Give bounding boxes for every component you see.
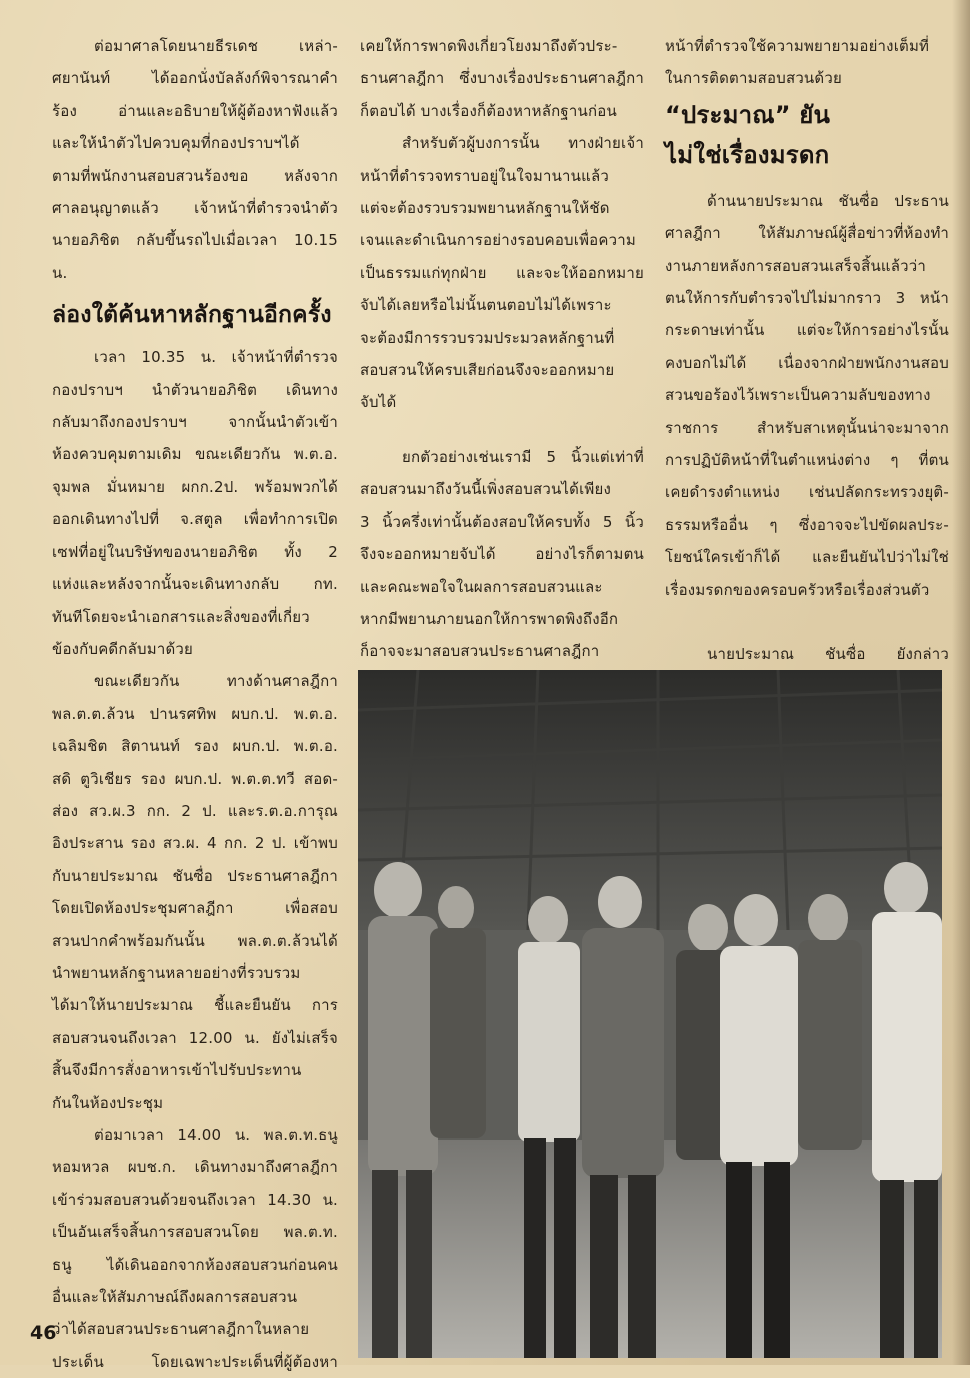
text-line: งานภายหลังการสอบสวนเสร็จสิ้นแล้วว่า xyxy=(665,256,927,275)
column-1 xyxy=(52,30,338,1378)
text-line: ก็ตอบได้ บางเรื่องก็ต้องหาหลักฐานก่อน xyxy=(360,101,617,120)
paragraph-continuation xyxy=(360,30,644,127)
text-line: ข้องกับคดีกลับมาด้วย xyxy=(52,639,194,658)
text-line: ราชการ สำหรับสาเหตุนั้นน่าจะมาจาก xyxy=(665,418,949,437)
text-line: แต่จะต้องรวบรวมพยานหลักฐานให้ชัด xyxy=(360,199,610,218)
text-line: ด้านนายประมาณ ชันซื่อ ประธาน xyxy=(707,191,949,210)
text-line: การปฏิบัติหน้าที่ในตำแหน่งต่าง ๆ ที่ตน xyxy=(665,451,949,470)
paragraph-gap xyxy=(360,419,644,441)
paragraph-gap xyxy=(665,175,949,185)
text-line: นายประมาณ ชันซื่อ ยังกล่าว xyxy=(707,645,949,664)
text-line: กับนายประมาณ ชันซื่อ ประธานศาลฎีกา xyxy=(52,866,338,885)
text-line: กลับมาถึงกองปราบฯ จากนั้นนำตัวเข้า xyxy=(52,413,338,432)
column-3 xyxy=(665,30,949,703)
section-heading: ล่องใต้ค้นหาหลักฐานอีกครั้ง xyxy=(52,302,332,329)
text-line: สิ้นจึงมีการสั่งอาหารเข้าไปรับประทาน xyxy=(52,1061,302,1080)
text-line: โยชน์ใครเข้าก็ได้ และยืนยันไปว่าไม่ใช่ xyxy=(665,548,949,567)
text-line: ธานศาลฎีกา ซึ่งบางเรื่องประธานศาลฎีกา xyxy=(360,69,644,88)
text-line: อิงประสาน รอง สว.ผ. 4 กก. 2 ป. เข้าพบ xyxy=(52,834,338,853)
text-line: สอบสวนจนถึงเวลา 12.00 น. ยังไม่เสร็จ xyxy=(52,1028,338,1047)
text-line: ร้อง อ่านและอธิบายให้ผู้ต้องหาฟังแล้ว xyxy=(52,101,338,120)
column-2 xyxy=(360,30,644,733)
text-line: เป็นธรรมแก่ทุกฝ่าย และจะให้ออกหมาย xyxy=(360,263,644,282)
text-line: กระดาษเท่านั้น แต่จะให้การอย่างไรนั้น xyxy=(665,321,949,340)
news-photo xyxy=(358,670,942,1358)
text-line: หน้าที่ตำรวจทราบอยู่ในใจมานานแล้ว xyxy=(360,166,609,185)
text-line: จับได้เลยหรือไม่นั้นตนตอบไม่ได้เพราะ xyxy=(360,296,612,315)
text-line: โดยเปิดห้องประชุมศาลฎีกา เพื่อสอบ xyxy=(52,899,338,918)
text-line: เซฟที่อยู่ในบริษัทของนายอภิชิต ทั้ง 2 xyxy=(52,542,338,561)
text-line: ได้มาให้นายประมาณ ชี้และยืนยัน การ xyxy=(52,996,338,1015)
text-line: ศาลอนุญาตแล้ว เจ้าหน้าที่ตำรวจนำตัว xyxy=(52,199,338,218)
text-line: ธนู ได้เดินออกจากห้องสอบสวนก่อนคน xyxy=(52,1255,338,1274)
text-line: อื่นและให้สัมภาษณ์ถึงผลการสอบสวน xyxy=(52,1288,298,1307)
text-line: เฉลิมชิต สิตานนท์ รอง ผบก.ป. พ.ต.อ. xyxy=(52,737,338,756)
text-line: และให้นำตัวไปควบคุมที่กองปราบฯได้ xyxy=(52,134,300,153)
section-heading-line-1: “ประมาณ” ยัน xyxy=(665,100,831,129)
text-line: สดิ ตูวิเชียร รอง ผบก.ป. พ.ต.ต.ทวี สอด- xyxy=(52,769,338,788)
text-line: ตนให้การกับตำรวจไปไม่มากราว 3 หน้า xyxy=(665,289,949,308)
text-line: ต่อมาเวลา 14.00 น. พล.ต.ท.ธนู xyxy=(94,1126,338,1144)
text-line: เป็นอันเสร็จสิ้นการสอบสวนโดย พล.ต.ท. xyxy=(52,1223,338,1242)
text-line: นำพยานหลักฐานหลายอย่างที่รวบรวม xyxy=(52,963,301,982)
paragraph-afternoon xyxy=(52,1119,338,1378)
text-line: น. xyxy=(52,263,68,282)
text-line: สวนปากคำพร้อมกันนั้น พล.ต.ต.ล้วนได้ xyxy=(52,931,338,950)
text-line: เคยให้การพาดพิงเกี่ยวโยงมาถึงตัวประ- xyxy=(360,37,618,55)
paragraph-court-order xyxy=(52,30,338,289)
text-line: ทันทีโดยจะนำเอกสารและสิ่งของที่เกี่ยว xyxy=(52,607,310,626)
text-line: จุมพล มั่นหมาย ผกก.2ป. พร้อมพวกได้ xyxy=(52,477,338,496)
text-line: ต่อมาศาลโดยนายธีรเดช เหล่า- xyxy=(94,37,338,55)
text-line: เวลา 10.35 น. เจ้าหน้าที่ตำรวจ xyxy=(94,348,338,367)
text-line: ยกตัวอย่างเช่นเรามี 5 นิ้วแต่เท่าที่ xyxy=(402,447,644,466)
text-line: และคณะพอใจในผลการสอบสวนและ xyxy=(360,577,603,596)
paragraph-interview xyxy=(665,185,949,606)
text-line: ตามที่พนักงานสอบสวนร้องขอ หลังจาก xyxy=(52,166,338,185)
text-line: หากมีพยานภายนอกให้การพาดพิงถึงอีก xyxy=(360,609,619,628)
section-heading-line-2: ไม่ใช่เรื่องมรดก xyxy=(665,140,830,169)
text-line: ห้องควบคุมตามเดิม ขณะเดียวกัน พ.ต.อ. xyxy=(52,445,338,464)
photo-illustration xyxy=(358,670,942,1358)
text-line: ศาลฎีกา ให้สัมภาษณ์ผู้สื่อข่าวที่ห้องทำ xyxy=(665,224,949,243)
paragraph-mastermind xyxy=(360,127,644,419)
text-line: เจนและดำเนินการอย่างรอบคอบเพื่อความ xyxy=(360,231,636,250)
paragraph-gap xyxy=(665,606,949,638)
text-line: ศยานันท์ ได้ออกนั่งบัลลังก์พิจารณาคำ xyxy=(52,69,338,88)
text-line: เรื่องมรดกของครอบครัวหรือเรื่องส่วนตัว xyxy=(665,580,930,599)
text-line: ก็อาจจะมาสอบสวนประธานศาลฎีกา xyxy=(360,642,600,661)
text-line: สอบสวนมาถึงวันนี้เพิ่งสอบสวนได้เพียง xyxy=(360,480,612,499)
text-line: สำหรับตัวผู้บงการนั้น ทางฝ่ายเจ้า xyxy=(402,134,644,153)
text-line: สวนขอร้องไว้เพราะเป็นความลับของทาง xyxy=(665,386,931,405)
text-line: แห่งและหลังจากนั้นจะเดินทางกลับ กท. xyxy=(52,575,338,594)
text-line: พล.ต.ต.ล้วน ปานรศทิพ ผบก.ป. พ.ต.อ. xyxy=(52,704,338,723)
text-line: จะต้องมีการรวบรวมประมวลหลักฐานที่ xyxy=(360,328,615,347)
text-line: ประเด็น โดยเฉพาะประเด็นที่ผู้ต้องหา xyxy=(52,1352,338,1371)
text-line: ขณะเดียวกัน ทางด้านศาลฎีกา xyxy=(94,672,338,691)
text-line: กองปราบฯ นำตัวนายอภิชิต เดินทาง xyxy=(52,380,338,399)
paragraph-evidence-search xyxy=(52,341,338,665)
text-line: เคยดำรงตำแหน่ง เช่นปลัดกระทรวงยุติ- xyxy=(665,483,949,502)
text-line: กันในห้องประชุม xyxy=(52,1093,164,1112)
text-line: ธรรมหรืออื่น ๆ ซึ่งอาจจะไปขัดผลประ- xyxy=(665,515,949,534)
text-line: นายอภิชิต กลับขึ้นรถไปเมื่อเวลา 10.15 xyxy=(52,231,338,250)
paragraph-police-effort xyxy=(665,30,949,95)
text-line: คงบอกไม่ได้ เนื่องจากฝ่ายพนักงานสอบ xyxy=(665,353,949,372)
page-number: 46 xyxy=(30,1322,57,1344)
text-line: หน้าที่ตำรวจใช้ความพยายามอย่างเต็มที่ xyxy=(665,37,930,55)
text-line: จับได้ xyxy=(360,393,397,412)
text-line: หอมหวล ผบช.ก. เดินทางมาถึงศาลฎีกา xyxy=(52,1158,338,1177)
paragraph-supreme-court xyxy=(52,665,338,1119)
page-edge-shadow xyxy=(952,0,970,1365)
text-line: เข้าร่วมสอบสวนด้วยจนถึงเวลา 14.30 น. xyxy=(52,1190,338,1209)
text-line: ในการติดตามสอบสวนด้วย xyxy=(665,69,842,88)
text-line: สอบสวนให้ครบเสียก่อนจึงจะออกหมาย xyxy=(360,361,615,380)
text-line: ออกเดินทางไปที่ จ.สตูล เพื่อทำการเปิด xyxy=(52,510,338,529)
text-line: จึงจะออกหมายจับได้ อย่างไรก็ตามตน xyxy=(360,545,644,564)
text-line: ส่อง สว.ผ.3 กก. 2 ป. และร.ต.อ.การุณ xyxy=(52,801,338,820)
text-line: ว่าได้สอบสวนประธานศาลฎีกาในหลาย xyxy=(52,1320,310,1339)
text-line: 3 นิ้วครึ่งเท่านั้นต้องสอบให้ครบทั้ง 5 นิ้ว xyxy=(360,512,644,531)
